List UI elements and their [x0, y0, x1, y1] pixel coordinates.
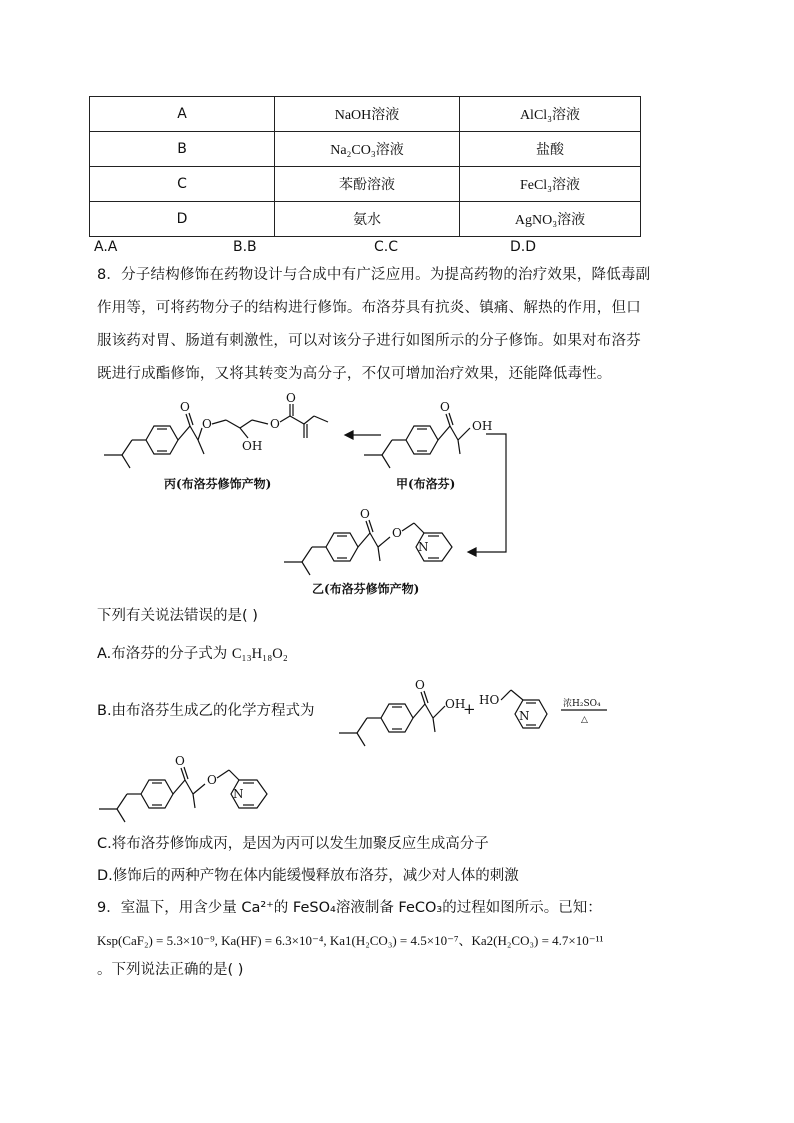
- table-cell: AgNO₃溶液: [460, 202, 641, 237]
- option-b-reactants: [335, 676, 645, 746]
- table-cell: A: [90, 97, 275, 132]
- label-yi: 乙(布洛芬修饰产物): [312, 582, 420, 596]
- svg-text:△: △: [581, 715, 588, 725]
- option-a[interactable]: [97, 642, 288, 663]
- table-cell: AlCl₃溶液: [460, 97, 641, 132]
- choice-c[interactable]: C.C: [374, 239, 399, 255]
- svg-text:OH: OH: [445, 697, 466, 711]
- option-b-product: [95, 752, 295, 822]
- table-cell: D: [90, 202, 275, 237]
- table-cell: C: [90, 167, 275, 202]
- choice-a[interactable]: A.A: [94, 239, 118, 255]
- q8-stem: [97, 259, 717, 391]
- table-cell: NaOH溶液: [275, 97, 460, 132]
- svg-text:O: O: [207, 773, 217, 787]
- svg-text:+: +: [463, 700, 476, 718]
- stem-line: 8．分子结构修饰在药物设计与合成中有广泛应用。为提高药物的治疗效果，降低毒副: [97, 267, 651, 283]
- stem-line: 服该药对胃、肠道有刺激性，可以对该分子进行如图所示的分子修饰。如果对布洛芬: [97, 333, 641, 349]
- bing-structure: [100, 391, 360, 468]
- svg-text:O: O: [202, 417, 212, 431]
- svg-text:O: O: [415, 678, 425, 692]
- svg-text:HO: HO: [479, 693, 500, 707]
- choice-d[interactable]: D.D: [510, 239, 537, 255]
- svg-text:OH: OH: [472, 419, 493, 433]
- table-row: [90, 202, 641, 237]
- label-jia: 甲(布洛芬): [396, 477, 456, 491]
- svg-text:浓H₂SO₄: 浓H₂SO₄: [563, 699, 601, 709]
- svg-text:N: N: [418, 540, 429, 554]
- option-c[interactable]: C.将布洛芬修饰成丙，是因为丙可以发生加聚反应生成高分子: [97, 836, 489, 852]
- svg-text:O: O: [270, 417, 280, 431]
- table-row: [90, 97, 641, 132]
- q9-tail: 。下列说法正确的是( ): [97, 962, 244, 978]
- option-b[interactable]: B.由布洛芬生成乙的化学方程式为: [97, 703, 315, 719]
- table-cell: Na₂CO₃溶液: [275, 132, 460, 167]
- option-d[interactable]: D.修饰后的两种产物在体内能缓慢释放布洛芬，减少对人体的刺激: [97, 868, 519, 884]
- table-row: [90, 167, 641, 202]
- svg-text:N: N: [519, 709, 530, 723]
- q8-question: 下列有关说法错误的是( ): [97, 608, 258, 624]
- table-cell: 盐酸: [460, 132, 641, 167]
- svg-text:O: O: [440, 400, 450, 414]
- table-cell: 氨水: [275, 202, 460, 237]
- svg-text:N: N: [233, 787, 244, 801]
- svg-text:O: O: [180, 400, 190, 414]
- svg-text:O: O: [392, 526, 402, 540]
- yi-structure: [280, 505, 480, 575]
- svg-text:O: O: [175, 754, 185, 768]
- svg-text:O: O: [360, 507, 370, 521]
- q9-stem: 9．室温下，用含少量 Ca²⁺的 FeSO₄溶液制备 FeCO₃的过程如图所示。已知：: [97, 900, 602, 916]
- choice-b[interactable]: B.B: [233, 239, 257, 255]
- options-table: [89, 96, 641, 237]
- table-cell: 苯酚溶液: [275, 167, 460, 202]
- option-a-formula: C₁₃H₁₈O₂: [231, 646, 288, 662]
- table-cell: B: [90, 132, 275, 167]
- label-bing: 丙(布洛芬修饰产物): [164, 477, 272, 491]
- stem-line: 作用等，可将药物分子的结构进行修饰。布洛芬具有抗炎、镇痛、解热的作用，但口: [97, 300, 641, 316]
- table-row: [90, 132, 641, 167]
- table-cell: FeCl₃溶液: [460, 167, 641, 202]
- stem-line: 既进行成酯修饰，又将其转变为高分子，不仅可增加治疗效果，还能降低毒性。: [97, 366, 612, 382]
- option-a-text: A.布洛芬的分子式为: [97, 646, 232, 662]
- svg-text:O: O: [286, 391, 296, 405]
- q9-constants: Ksp(CaF₂) = 5.3×10⁻⁹, Ka(HF) = 6.3×10⁻⁴, Ka1(H₂CO₃) = 4.5×10⁻⁷、Ka2(H₂CO₃) = 4.7×10⁻¹¹: [97, 933, 604, 948]
- svg-text:OH: OH: [242, 439, 263, 453]
